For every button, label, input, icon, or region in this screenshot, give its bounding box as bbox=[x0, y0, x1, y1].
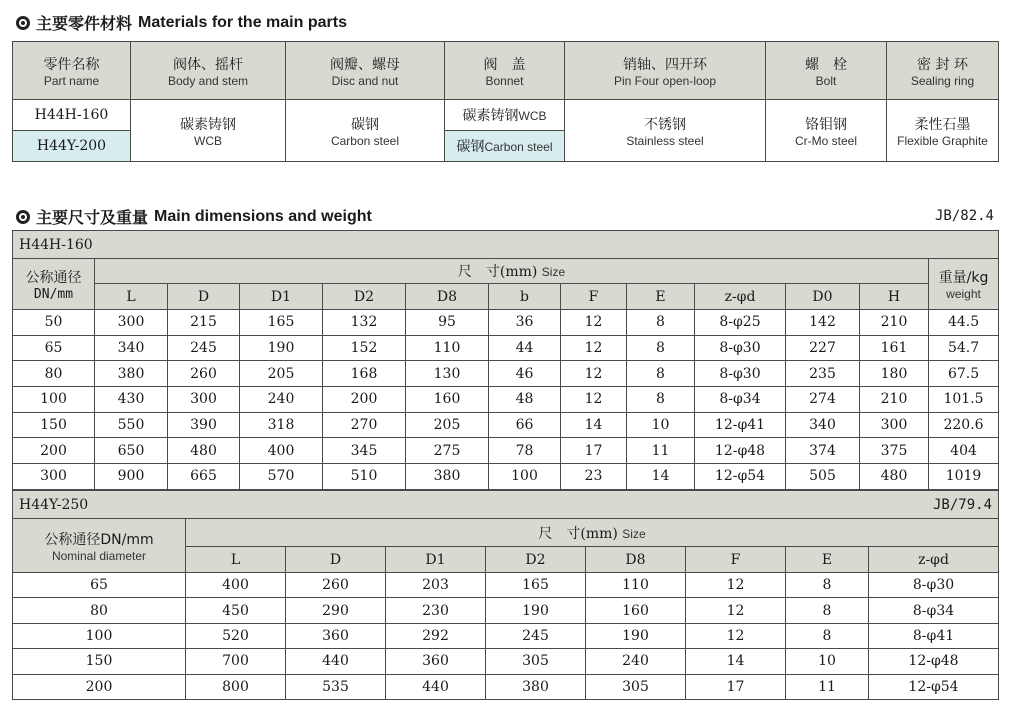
dim1-table-cell: 150 bbox=[13, 412, 95, 438]
pin-material: 不锈钢 Stainless steel bbox=[565, 100, 766, 162]
dimensions-body bbox=[13, 310, 999, 490]
dim1-table-cell: 8-φ30 bbox=[695, 361, 786, 387]
dim1-table-cell: 152 bbox=[323, 335, 406, 361]
dimensions-header-row-1 bbox=[13, 259, 999, 284]
dim2-table-cell: 110 bbox=[586, 573, 686, 598]
bonnet-material-2: 碳钢Carbon steel bbox=[445, 131, 565, 162]
dimensions2-body bbox=[13, 573, 999, 700]
dim2-table-cell: 11 bbox=[786, 674, 869, 699]
bullet-icon bbox=[16, 16, 30, 30]
dim2-table-row bbox=[13, 649, 999, 674]
dim2-table-cell: 400 bbox=[186, 573, 286, 598]
dim1-table-cell: 12 bbox=[561, 310, 627, 336]
dim1-table-cell: 10 bbox=[627, 412, 695, 438]
dim2-table-cell: 203 bbox=[386, 573, 486, 598]
dim2-table-cell: 17 bbox=[686, 674, 786, 699]
dim1-table-cell: 132 bbox=[323, 310, 406, 336]
dim2-table-cell: 10 bbox=[786, 649, 869, 674]
dim1-table-cell: 14 bbox=[561, 412, 627, 438]
materials-section-title bbox=[16, 11, 347, 34]
dim1-table-cell: 66 bbox=[489, 412, 561, 438]
dim1-table-cell: 11 bbox=[627, 438, 695, 464]
dimensions-title-cn: 主要尺寸及重量 bbox=[36, 208, 149, 227]
dim2-table-cell: 12 bbox=[686, 623, 786, 648]
dimensions2-header-row-1 bbox=[13, 519, 999, 547]
dim2-table-cell: 190 bbox=[486, 598, 586, 623]
model-h44y-200: H44Y-200 bbox=[13, 131, 131, 162]
dim1-table-cell: 54.7 bbox=[929, 335, 999, 361]
materials-title-en: Materials for the main parts bbox=[138, 13, 347, 31]
dim1-table-cell: 8 bbox=[627, 335, 695, 361]
dim1-table-row bbox=[13, 361, 999, 387]
dim2-table-cell: 360 bbox=[386, 649, 486, 674]
dim1-table-cell: 8-φ30 bbox=[695, 335, 786, 361]
dim1-table-cell: 100 bbox=[13, 387, 95, 413]
dim1-table-cell: 46 bbox=[489, 361, 561, 387]
dim1-table-cell: 275 bbox=[406, 438, 489, 464]
model-h44h-160: H44H-160 bbox=[13, 100, 131, 131]
dim1-table-row bbox=[13, 464, 999, 490]
dim1-table-cell: 23 bbox=[561, 464, 627, 490]
dim2-table-cell: 12 bbox=[686, 598, 786, 623]
dim1-table-cell: 110 bbox=[406, 335, 489, 361]
dim1-table-cell: 245 bbox=[168, 335, 240, 361]
dim1-col-header: z-φd bbox=[695, 284, 786, 310]
dim2-table-cell: 14 bbox=[686, 649, 786, 674]
dim1-table-cell: 8 bbox=[627, 387, 695, 413]
model-bar-2 bbox=[13, 491, 999, 519]
dim2-table-cell: 8-φ30 bbox=[869, 573, 999, 598]
dim1-col-header: D1 bbox=[240, 284, 323, 310]
dim1-table-cell: 65 bbox=[13, 335, 95, 361]
dim2-table-cell: 190 bbox=[586, 623, 686, 648]
disc-material: 碳钢 Carbon steel bbox=[286, 100, 445, 162]
dim2-table-cell: 230 bbox=[386, 598, 486, 623]
dim1-table-cell: 380 bbox=[406, 464, 489, 490]
dim1-table-cell: 101.5 bbox=[929, 387, 999, 413]
dim1-table-cell: 17 bbox=[561, 438, 627, 464]
body-material: 碳素铸钢 WCB bbox=[131, 100, 286, 162]
dim2-table-cell: 8 bbox=[786, 573, 869, 598]
dim2-col-header: F bbox=[686, 547, 786, 573]
dim2-table-cell: 8 bbox=[786, 598, 869, 623]
nominal-diameter-header: 公称通径DN/mm Nominal diameter bbox=[13, 519, 186, 573]
dim1-table-cell: 205 bbox=[406, 412, 489, 438]
dim1-table-cell: 44 bbox=[489, 335, 561, 361]
dim2-table-row bbox=[13, 623, 999, 648]
dim1-table-cell: 318 bbox=[240, 412, 323, 438]
dim1-table-cell: 205 bbox=[240, 361, 323, 387]
dim1-table-cell: 480 bbox=[860, 464, 929, 490]
dim2-col-header: D1 bbox=[386, 547, 486, 573]
seal-material: 柔性石墨 Flexible Graphite bbox=[887, 100, 999, 162]
standard-jb-79-4: JB/79.4 bbox=[933, 496, 993, 513]
dim1-col-header: b bbox=[489, 284, 561, 310]
dim2-table-cell: 12 bbox=[686, 573, 786, 598]
dim1-table-cell: 161 bbox=[860, 335, 929, 361]
dim1-table-cell: 95 bbox=[406, 310, 489, 336]
dim1-table-cell: 12 bbox=[561, 387, 627, 413]
dim2-table-cell: 160 bbox=[586, 598, 686, 623]
dimensions-title-en: Main dimensions and weight bbox=[154, 207, 372, 225]
dim2-table-cell: 305 bbox=[586, 674, 686, 699]
materials-header-row bbox=[13, 42, 999, 100]
dim2-table-cell: 450 bbox=[186, 598, 286, 623]
dim1-col-header: H bbox=[860, 284, 929, 310]
dim2-table-cell: 245 bbox=[486, 623, 586, 648]
dim2-table-cell: 380 bbox=[486, 674, 586, 699]
dim1-table-row bbox=[13, 438, 999, 464]
dim2-table-cell: 80 bbox=[13, 598, 186, 623]
dim2-table-row bbox=[13, 598, 999, 623]
dim2-table-cell: 12-φ54 bbox=[869, 674, 999, 699]
dim1-table-cell: 80 bbox=[13, 361, 95, 387]
dim2-table-cell: 200 bbox=[13, 674, 186, 699]
dim2-col-header: D2 bbox=[486, 547, 586, 573]
dim1-table-cell: 50 bbox=[13, 310, 95, 336]
header-disc-nut: 阀瓣、螺母 Disc and nut bbox=[286, 42, 445, 100]
dim2-col-header: z-φd bbox=[869, 547, 999, 573]
header-body-stem: 阀体、摇杆 Body and stem bbox=[131, 42, 286, 100]
dim1-table-cell: 665 bbox=[168, 464, 240, 490]
dim1-table-cell: 14 bbox=[627, 464, 695, 490]
dim1-col-header: D2 bbox=[323, 284, 406, 310]
dim1-table-cell: 570 bbox=[240, 464, 323, 490]
materials-table bbox=[12, 41, 999, 162]
dim1-table-cell: 200 bbox=[323, 387, 406, 413]
weight-header: 重量/kg weight bbox=[929, 259, 999, 310]
header-bolt: 螺 栓 Bolt bbox=[766, 42, 887, 100]
dim1-table-cell: 210 bbox=[860, 310, 929, 336]
dim1-table-cell: 374 bbox=[786, 438, 860, 464]
dim1-col-header: D8 bbox=[406, 284, 489, 310]
header-bonnet: 阀 盖 Bonnet bbox=[445, 42, 565, 100]
dim1-col-header: D bbox=[168, 284, 240, 310]
dim2-table-cell: 290 bbox=[286, 598, 386, 623]
dim2-table-cell: 700 bbox=[186, 649, 286, 674]
dim1-table-cell: 48 bbox=[489, 387, 561, 413]
dim2-table-cell: 440 bbox=[386, 674, 486, 699]
dim1-table-cell: 375 bbox=[860, 438, 929, 464]
dim1-table-cell: 78 bbox=[489, 438, 561, 464]
header-part-name: 零件名称 Part name bbox=[13, 42, 131, 100]
dim1-table-row bbox=[13, 387, 999, 413]
dim1-col-header: E bbox=[627, 284, 695, 310]
dim1-table-cell: 227 bbox=[786, 335, 860, 361]
dim1-table-cell: 67.5 bbox=[929, 361, 999, 387]
dim2-table-cell: 8-φ34 bbox=[869, 598, 999, 623]
model-bar bbox=[13, 231, 999, 259]
dim2-table-cell: 8 bbox=[786, 623, 869, 648]
dim1-table-cell: 200 bbox=[13, 438, 95, 464]
dim1-col-header: L bbox=[95, 284, 168, 310]
dim1-table-cell: 8-φ25 bbox=[695, 310, 786, 336]
dim1-table-cell: 270 bbox=[323, 412, 406, 438]
model-bar-2-cell bbox=[13, 491, 999, 519]
dim1-table-cell: 130 bbox=[406, 361, 489, 387]
dim1-table-cell: 505 bbox=[786, 464, 860, 490]
dim2-table-row bbox=[13, 674, 999, 699]
dim1-col-header: F bbox=[561, 284, 627, 310]
bolt-material: 铬钼钢 Cr-Mo steel bbox=[766, 100, 887, 162]
dim1-table-cell: 235 bbox=[786, 361, 860, 387]
dim1-table-cell: 900 bbox=[95, 464, 168, 490]
dim1-table-cell: 160 bbox=[406, 387, 489, 413]
dim1-table-cell: 210 bbox=[860, 387, 929, 413]
dim1-table-cell: 404 bbox=[929, 438, 999, 464]
dim2-table-cell: 65 bbox=[13, 573, 186, 598]
dim2-table-cell: 8-φ41 bbox=[869, 623, 999, 648]
dimensions-table-h44h-160 bbox=[12, 230, 999, 490]
dim2-table-cell: 800 bbox=[186, 674, 286, 699]
materials-title-cn: 主要零件材料 bbox=[36, 14, 133, 33]
size-header: 尺 寸(mm) Size bbox=[95, 259, 929, 284]
dim1-table-cell: 12-φ41 bbox=[695, 412, 786, 438]
dim1-table-cell: 8 bbox=[627, 361, 695, 387]
materials-row-1 bbox=[13, 100, 999, 131]
dim2-table-cell: 12-φ48 bbox=[869, 649, 999, 674]
standard-jb-82-4: JB/82.4 bbox=[934, 208, 994, 224]
model-h44y-250-label: H44Y-250 bbox=[19, 496, 89, 513]
dim1-table-cell: 480 bbox=[168, 438, 240, 464]
dim1-table-cell: 165 bbox=[240, 310, 323, 336]
dim1-table-cell: 550 bbox=[95, 412, 168, 438]
dim1-table-cell: 12-φ48 bbox=[695, 438, 786, 464]
dim1-table-cell: 168 bbox=[323, 361, 406, 387]
dim1-col-header: D0 bbox=[786, 284, 860, 310]
dim1-table-row bbox=[13, 335, 999, 361]
bullet-icon bbox=[16, 210, 30, 224]
dim1-table-cell: 100 bbox=[489, 464, 561, 490]
dim2-table-row bbox=[13, 573, 999, 598]
dimensions-column-headers bbox=[13, 284, 999, 310]
dimensions-section-title bbox=[16, 205, 372, 228]
dim2-table-cell: 440 bbox=[286, 649, 386, 674]
header-pin: 销轴、四开环 Pin Four open-loop bbox=[565, 42, 766, 100]
dim2-table-cell: 292 bbox=[386, 623, 486, 648]
dim1-table-cell: 44.5 bbox=[929, 310, 999, 336]
model-h44h-160-label: H44H-160 bbox=[13, 231, 999, 259]
dim1-table-cell: 340 bbox=[786, 412, 860, 438]
dim1-table-cell: 300 bbox=[168, 387, 240, 413]
dim2-table-cell: 165 bbox=[486, 573, 586, 598]
dim1-table-cell: 12-φ54 bbox=[695, 464, 786, 490]
dim1-table-cell: 190 bbox=[240, 335, 323, 361]
dim2-table-cell: 240 bbox=[586, 649, 686, 674]
dim1-table-cell: 142 bbox=[786, 310, 860, 336]
dim1-table-cell: 8-φ34 bbox=[695, 387, 786, 413]
dim2-table-cell: 305 bbox=[486, 649, 586, 674]
dim1-table-cell: 430 bbox=[95, 387, 168, 413]
dimensions-table-h44y-250 bbox=[12, 490, 999, 700]
dim2-col-header: E bbox=[786, 547, 869, 573]
dim1-table-cell: 260 bbox=[168, 361, 240, 387]
dim2-table-cell: 260 bbox=[286, 573, 386, 598]
dim1-table-cell: 274 bbox=[786, 387, 860, 413]
dim2-table-cell: 150 bbox=[13, 649, 186, 674]
dim1-table-cell: 650 bbox=[95, 438, 168, 464]
dim1-table-row bbox=[13, 412, 999, 438]
bonnet-material-1: 碳素铸钢WCB bbox=[445, 100, 565, 131]
dim1-table-cell: 215 bbox=[168, 310, 240, 336]
dim2-table-cell: 520 bbox=[186, 623, 286, 648]
dim1-table-cell: 300 bbox=[13, 464, 95, 490]
dim1-table-row bbox=[13, 310, 999, 336]
header-sealing-ring: 密 封 环 Sealing ring bbox=[887, 42, 999, 100]
dn-header: 公称通径 DN/mm bbox=[13, 259, 95, 310]
dim1-table-cell: 220.6 bbox=[929, 412, 999, 438]
dim1-table-cell: 380 bbox=[95, 361, 168, 387]
dim1-table-cell: 390 bbox=[168, 412, 240, 438]
dim1-table-cell: 180 bbox=[860, 361, 929, 387]
dim2-table-cell: 100 bbox=[13, 623, 186, 648]
dim1-table-cell: 12 bbox=[561, 335, 627, 361]
dim1-table-cell: 510 bbox=[323, 464, 406, 490]
dim1-table-cell: 345 bbox=[323, 438, 406, 464]
dim2-table-cell: 535 bbox=[286, 674, 386, 699]
dim1-table-cell: 8 bbox=[627, 310, 695, 336]
dim2-col-header: D8 bbox=[586, 547, 686, 573]
dim1-table-cell: 36 bbox=[489, 310, 561, 336]
dim1-table-cell: 340 bbox=[95, 335, 168, 361]
dim1-table-cell: 300 bbox=[860, 412, 929, 438]
dim2-table-cell: 360 bbox=[286, 623, 386, 648]
dim1-table-cell: 300 bbox=[95, 310, 168, 336]
dim1-table-cell: 400 bbox=[240, 438, 323, 464]
size-header-2: 尺 寸(mm) Size bbox=[186, 519, 999, 547]
dim2-col-header: L bbox=[186, 547, 286, 573]
dim1-table-cell: 240 bbox=[240, 387, 323, 413]
dim1-table-cell: 1019 bbox=[929, 464, 999, 490]
dim1-table-cell: 12 bbox=[561, 361, 627, 387]
dim2-col-header: D bbox=[286, 547, 386, 573]
